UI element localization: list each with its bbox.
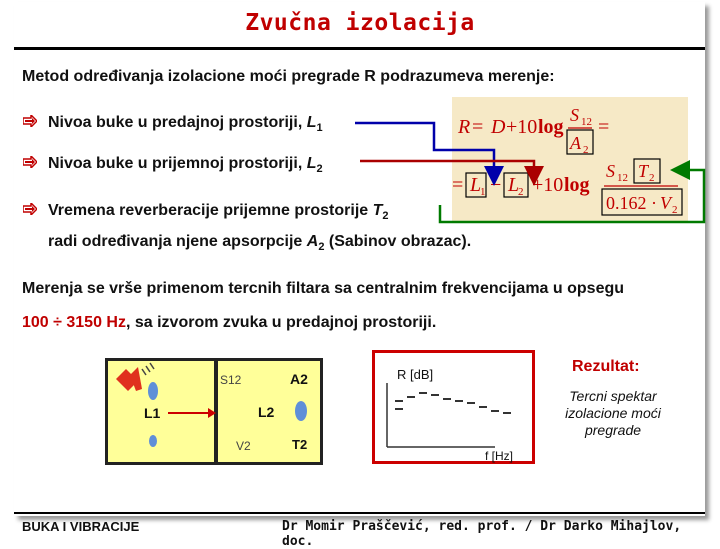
result-desc-line: izolacione moći [565,405,661,421]
para-line2 [22,314,436,332]
svg-text:V: V [660,193,671,213]
label-l1: L1 [144,405,161,421]
svg-text:0.162 ·: 0.162 · [606,193,657,213]
label-l2: L2 [258,404,275,420]
svg-text:2: 2 [583,144,589,156]
cont-post: (Sabinov obrazac). [324,233,472,250]
bullet-t2-sub: 2 [382,210,389,223]
room-graphic [108,361,320,462]
svg-text:=: = [472,116,484,138]
svg-text:A: A [570,133,581,153]
svg-text:2: 2 [518,186,524,198]
bullet-l2-text: Nivoa buke u prijemnoj prostoriji, [48,155,307,172]
result-desc-line: Tercni spektar [569,388,657,404]
bullet-l1-text: Nivoa buke u predajnoj prostoriji, [48,114,307,131]
svg-text:12: 12 [617,172,628,184]
spectrum-graph [372,350,535,464]
bullet-t2-text: Vremena reverberacije prijemne prostorije [48,202,373,219]
svg-text:D: D [491,116,506,138]
svg-text:2: 2 [672,204,678,216]
footer-rule [14,512,705,514]
label-a2: A2 [290,371,308,387]
cont-symbol: A [306,233,319,250]
svg-text:=: = [452,174,464,196]
svg-text:T: T [638,161,649,181]
result-title: Rezultat: [572,358,640,375]
label-v2: V2 [236,439,251,453]
bullet-l2-symbol: L [306,155,317,172]
microphone-l1-icon [148,382,158,400]
graph-axes [375,353,532,461]
cont-pre: radi određivanja njene apsorpcije [48,233,307,250]
svg-text:+10: +10 [506,116,538,138]
svg-text:L: L [508,174,520,196]
svg-text:S: S [570,105,579,125]
svg-text:1: 1 [480,186,486,198]
svg-text:=: = [598,116,610,138]
svg-text:−: − [490,174,502,196]
graph-ylabel: R [dB] [397,367,434,382]
svg-text:12: 12 [581,116,592,128]
room-diagram [105,358,323,465]
spectrum-dashes [395,393,511,413]
result-description [546,388,680,439]
bullet-l2-sub: 2 [316,163,323,176]
frequency-range: 100 ÷ 3150 Hz [22,314,126,331]
para-line1: Merenja se vrše primenom tercnih filtara sa centralnim frekvencijama u opsegu [22,280,625,297]
svg-text:log: log [538,116,564,138]
svg-text:log: log [564,174,590,196]
label-s12: S12 [220,373,242,387]
svg-text:+10: +10 [532,174,564,196]
slide-title: Zvučna izolacija [245,10,475,36]
graph-xlabel: f [Hz] [485,449,514,463]
cont-sub: 2 [318,241,325,254]
label-t2: T2 [292,437,308,452]
intro-text: Metod određivanja izolacione moći pregrade R podrazumeva merenje: [22,68,555,85]
svg-text:R: R [458,116,471,138]
svg-text:L: L [470,174,482,196]
footer-authors: Dr Momir Praščević, red. prof. / Dr Darko Mihajlov, doc. [282,519,682,549]
microphone-l2-icon [295,401,307,421]
para-line2-rest: , sa izvorom zvuka u predajnoj prostoriji. [125,314,437,331]
speaker-icon [116,363,154,391]
svg-text:S: S [606,161,615,181]
bullet-t2-symbol: T [372,202,383,219]
bullet-l1-symbol: L [306,114,317,131]
result-desc-line: pregrade [584,422,642,438]
footer-course: BUKA I VIBRACIJE [22,519,140,534]
svg-text:2: 2 [649,172,655,184]
bullet-l1-sub: 1 [316,122,323,135]
